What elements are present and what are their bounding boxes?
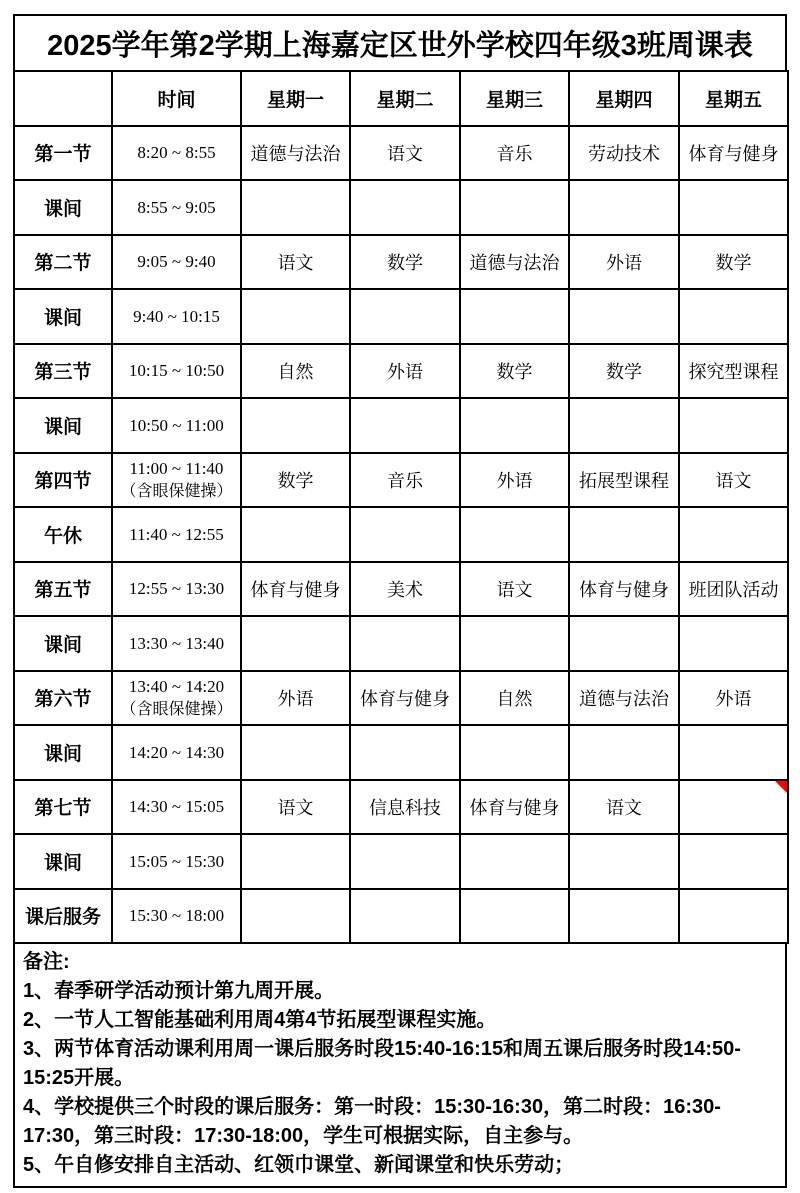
period-label: 第五节 bbox=[14, 562, 112, 617]
subject-cell bbox=[569, 180, 679, 235]
period-label: 课间 bbox=[14, 725, 112, 780]
table-row bbox=[14, 453, 788, 508]
subject-cell bbox=[241, 889, 350, 944]
table-row bbox=[14, 235, 788, 290]
subject-cell: 语文 bbox=[460, 562, 569, 617]
time-cell bbox=[112, 889, 241, 944]
subject-cell bbox=[569, 507, 679, 562]
table-row bbox=[14, 562, 788, 617]
table-row bbox=[14, 671, 788, 726]
subject-cell: 体育与健身 bbox=[569, 562, 679, 617]
subject-cell: 数学 bbox=[350, 235, 460, 290]
subject-cell bbox=[241, 507, 350, 562]
period-label: 课间 bbox=[14, 398, 112, 453]
period-label: 第一节 bbox=[14, 126, 112, 181]
timetable-sheet bbox=[13, 14, 787, 1188]
subject-cell: 劳动技术 bbox=[569, 126, 679, 181]
subject-cell bbox=[679, 889, 788, 944]
subject-cell: 探究型课程 bbox=[679, 344, 788, 399]
table-row bbox=[14, 507, 788, 562]
note-item-1: 1、春季研学活动预计第九周开展。 bbox=[23, 980, 335, 1002]
subject-cell: 自然 bbox=[241, 344, 350, 399]
time-cell bbox=[112, 453, 241, 508]
time-range: 11:40 ~ 12:55 bbox=[129, 524, 224, 544]
subject-cell bbox=[350, 889, 460, 944]
subject-cell bbox=[569, 725, 679, 780]
header-row bbox=[14, 71, 788, 126]
subject-cell: 语文 bbox=[241, 235, 350, 290]
header-cell-time: 时间 bbox=[112, 71, 241, 126]
subject-cell: 外语 bbox=[569, 235, 679, 290]
subject-cell bbox=[569, 289, 679, 344]
subject-cell: 信息科技 bbox=[350, 780, 460, 835]
subject-cell: 数学 bbox=[460, 344, 569, 399]
header-cell-thursday: 星期四 bbox=[569, 71, 679, 126]
header-cell-friday: 星期五 bbox=[679, 71, 788, 126]
time-cell bbox=[112, 780, 241, 835]
subject-cell bbox=[350, 834, 460, 889]
page-title: 2025学年第2学期上海嘉定区世外学校四年级3班周课表 bbox=[13, 14, 787, 72]
table-row bbox=[14, 126, 788, 181]
subject-cell bbox=[350, 616, 460, 671]
subject-cell bbox=[241, 398, 350, 453]
subject-cell: 外语 bbox=[241, 671, 350, 726]
subject-cell: 美术 bbox=[350, 562, 460, 617]
period-label: 课后服务 bbox=[14, 889, 112, 944]
subject-cell bbox=[241, 616, 350, 671]
period-label: 第七节 bbox=[14, 780, 112, 835]
time-note: （含眼保健操） bbox=[120, 482, 233, 500]
period-label: 课间 bbox=[14, 180, 112, 235]
subject-cell: 道德与法治 bbox=[241, 126, 350, 181]
time-cell bbox=[112, 834, 241, 889]
subject-cell bbox=[569, 889, 679, 944]
subject-cell bbox=[569, 398, 679, 453]
subject-cell bbox=[679, 289, 788, 344]
subject-cell bbox=[679, 616, 788, 671]
table-row bbox=[14, 725, 788, 780]
weekly-schedule-table bbox=[13, 70, 789, 944]
subject-cell: 语文 bbox=[569, 780, 679, 835]
time-cell bbox=[112, 562, 241, 617]
time-range: 13:40 ~ 14:20 bbox=[128, 676, 225, 696]
subject-cell: 体育与健身 bbox=[241, 562, 350, 617]
period-label: 课间 bbox=[14, 834, 112, 889]
subject-cell bbox=[679, 725, 788, 780]
header-cell-wednesday: 星期三 bbox=[460, 71, 569, 126]
subject-cell: 外语 bbox=[350, 344, 460, 399]
period-label: 第六节 bbox=[14, 671, 112, 726]
time-cell bbox=[112, 126, 241, 181]
time-range: 9:40 ~ 10:15 bbox=[133, 306, 220, 326]
subject-cell bbox=[241, 725, 350, 780]
header-cell-monday: 星期一 bbox=[241, 71, 350, 126]
time-cell bbox=[112, 289, 241, 344]
subject-cell bbox=[679, 834, 788, 889]
note-item-2: 2、一节人工智能基础利用周4第4节拓展型课程实施。 bbox=[23, 1009, 497, 1031]
table-row bbox=[14, 889, 788, 944]
table-row bbox=[14, 834, 788, 889]
table-row bbox=[14, 180, 788, 235]
time-range: 14:20 ~ 14:30 bbox=[128, 742, 225, 762]
time-cell bbox=[112, 235, 241, 290]
time-range: 11:00 ~ 11:40 bbox=[129, 458, 224, 478]
subject-cell: 体育与健身 bbox=[350, 671, 460, 726]
note-item-3: 3、两节体育活动课利用周一课后服务时段15:40-16:15和周五课后服务时段14:50-15:25开展。 bbox=[23, 1038, 741, 1089]
table-row bbox=[14, 780, 788, 835]
time-cell bbox=[112, 725, 241, 780]
table-row bbox=[14, 616, 788, 671]
subject-cell bbox=[460, 834, 569, 889]
subject-cell bbox=[569, 616, 679, 671]
subject-cell bbox=[350, 507, 460, 562]
subject-cell bbox=[460, 398, 569, 453]
subject-cell bbox=[241, 834, 350, 889]
period-label: 课间 bbox=[14, 616, 112, 671]
subject-cell bbox=[350, 398, 460, 453]
subject-cell bbox=[350, 725, 460, 780]
subject-cell: 语文 bbox=[679, 453, 788, 508]
subject-cell: 道德与法治 bbox=[569, 671, 679, 726]
subject-cell bbox=[460, 725, 569, 780]
time-range: 10:50 ~ 11:00 bbox=[129, 415, 224, 435]
subject-cell bbox=[460, 507, 569, 562]
time-range: 8:20 ~ 8:55 bbox=[137, 143, 216, 163]
subject-cell bbox=[460, 616, 569, 671]
subject-cell: 班团队活动 bbox=[679, 562, 788, 617]
subject-cell bbox=[460, 889, 569, 944]
subject-cell: 体育与健身 bbox=[679, 126, 788, 181]
time-range: 9:05 ~ 9:40 bbox=[137, 252, 216, 272]
time-range: 15:30 ~ 18:00 bbox=[128, 906, 225, 926]
subject-cell bbox=[569, 834, 679, 889]
subject-cell: 语文 bbox=[241, 780, 350, 835]
header-cell-tuesday: 星期二 bbox=[350, 71, 460, 126]
note-item-5: 5、午自修安排自主活动、红领巾课堂、新闻课堂和快乐劳动； bbox=[23, 1154, 575, 1176]
time-cell bbox=[112, 344, 241, 399]
subject-cell bbox=[679, 780, 788, 835]
notes-label: 备注: bbox=[23, 951, 70, 973]
table-row bbox=[14, 344, 788, 399]
subject-cell bbox=[241, 180, 350, 235]
subject-cell: 数学 bbox=[569, 344, 679, 399]
subject-cell: 数学 bbox=[679, 235, 788, 290]
period-label: 第三节 bbox=[14, 344, 112, 399]
subject-cell: 音乐 bbox=[460, 126, 569, 181]
time-range: 15:05 ~ 15:30 bbox=[128, 851, 225, 871]
subject-cell bbox=[679, 507, 788, 562]
table-row bbox=[14, 398, 788, 453]
subject-cell bbox=[679, 398, 788, 453]
subject-cell: 道德与法治 bbox=[460, 235, 569, 290]
subject-cell: 体育与健身 bbox=[460, 780, 569, 835]
subject-cell: 音乐 bbox=[350, 453, 460, 508]
subject-cell bbox=[241, 289, 350, 344]
period-label: 课间 bbox=[14, 289, 112, 344]
table-row bbox=[14, 289, 788, 344]
time-cell bbox=[112, 507, 241, 562]
subject-cell bbox=[460, 180, 569, 235]
header-cell-corner bbox=[14, 71, 112, 126]
period-label: 第四节 bbox=[14, 453, 112, 508]
subject-cell: 数学 bbox=[241, 453, 350, 508]
time-cell bbox=[112, 671, 241, 726]
time-cell bbox=[112, 616, 241, 671]
time-range: 12:55 ~ 13:30 bbox=[128, 579, 225, 599]
time-range: 13:30 ~ 13:40 bbox=[128, 633, 225, 653]
subject-cell: 拓展型课程 bbox=[569, 453, 679, 508]
time-range: 10:15 ~ 10:50 bbox=[128, 361, 225, 381]
subject-cell: 语文 bbox=[350, 126, 460, 181]
subject-cell bbox=[460, 289, 569, 344]
subject-cell: 自然 bbox=[460, 671, 569, 726]
note-item-4: 4、学校提供三个时段的课后服务：第一时段：15:30-16:30，第二时段：16:30-17:30，第三时段：17:30-18:00，学生可根据实际，自主参与。 bbox=[23, 1096, 721, 1147]
subject-cell bbox=[350, 180, 460, 235]
time-note: （含眼保健操） bbox=[120, 700, 233, 718]
comment-marker-icon bbox=[775, 781, 787, 793]
subject-cell bbox=[679, 180, 788, 235]
subject-cell: 外语 bbox=[679, 671, 788, 726]
subject-cell: 外语 bbox=[460, 453, 569, 508]
time-cell bbox=[112, 180, 241, 235]
notes-section bbox=[13, 942, 787, 1188]
period-label: 午休 bbox=[14, 507, 112, 562]
time-cell bbox=[112, 398, 241, 453]
time-range: 8:55 ~ 9:05 bbox=[137, 197, 216, 217]
period-label: 第二节 bbox=[14, 235, 112, 290]
subject-cell bbox=[350, 289, 460, 344]
time-range: 14:30 ~ 15:05 bbox=[128, 797, 225, 817]
